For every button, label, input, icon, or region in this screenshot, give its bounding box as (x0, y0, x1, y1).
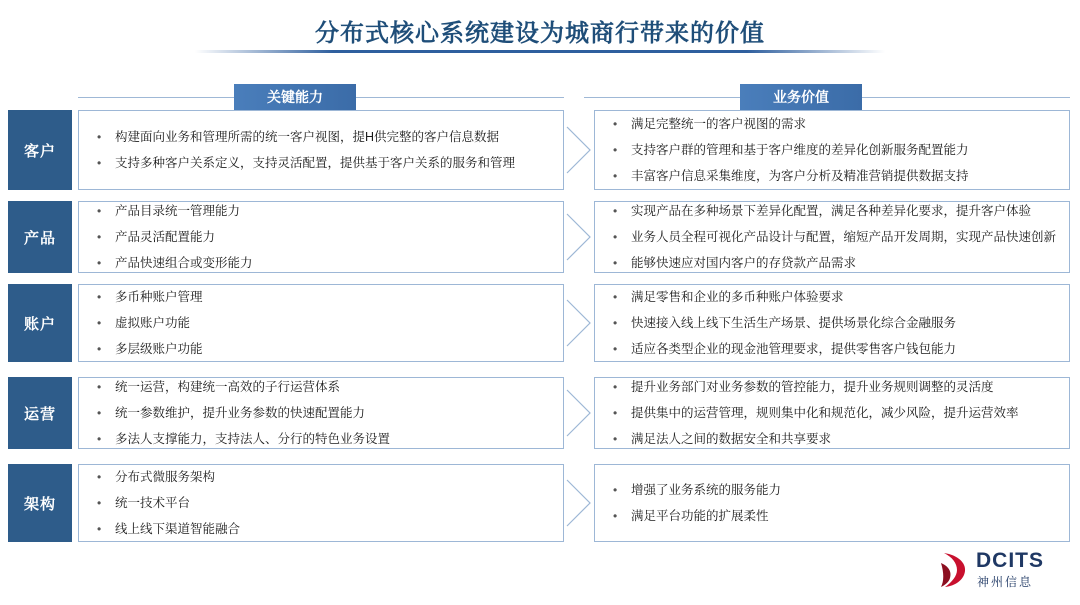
list-item: • 能够快速应对国内客户的存贷款产品需求 (595, 250, 1069, 276)
list-item: • 构建面向业务和管理所需的统一客户视图，提Н供完整的客户信息数据 (79, 124, 563, 150)
list-item: • 丰富客户信息采集维度，为客户分析及精准营销提供数据支持 (595, 163, 1069, 189)
row-left-panel (78, 110, 564, 190)
list-item: • 多层级账户功能 (79, 336, 563, 362)
list-item: • 分布式微服务架构 (79, 464, 563, 490)
logo-wordmark: DCITS (976, 549, 1044, 572)
logo-subtext: 神州信息 (977, 575, 1034, 589)
list-item: • 多币种账户管理 (79, 284, 563, 310)
bullet-list (79, 111, 563, 189)
list-item: • 增强了业务系统的服务能力 (595, 477, 1069, 503)
list-item: • 满足完整统一的客户视图的需求 (595, 111, 1069, 137)
list-item: • 线上线下渠道智能融合 (79, 516, 563, 542)
row-right-panel (594, 110, 1070, 190)
company-logo (938, 547, 1058, 593)
bullet-list (595, 202, 1069, 272)
list-item: • 满足法人之间的数据安全和共享要求 (595, 426, 1069, 452)
row-left-panel (78, 377, 564, 449)
bullet-list (79, 378, 563, 448)
column-header-business-value: 业务价值 (740, 84, 862, 110)
row-right-panel (594, 377, 1070, 449)
list-item: • 多法人支撑能力，支持法人、分行的特色业务设置 (79, 426, 563, 452)
list-item: • 快速接入线上线下生活生产场景、提供场景化综合金融服务 (595, 310, 1069, 336)
list-item: • 提供集中的运营管理，规则集中化和规范化，减少风险，提升运营效率 (595, 400, 1069, 426)
list-item: • 实现产品在多种场景下差异化配置，满足各种差异化要求，提升客户体验 (595, 198, 1069, 224)
list-item: • 统一技术平台 (79, 490, 563, 516)
row-label: 账户 (8, 284, 72, 362)
list-item: • 产品快速组合或变形能力 (79, 250, 563, 276)
row-label: 产品 (8, 201, 72, 273)
list-item: • 适应各类型企业的现金池管理要求，提供零售客户钱包能力 (595, 336, 1069, 362)
row-right-panel (594, 201, 1070, 273)
bullet-list (595, 111, 1069, 189)
slide-title-bar (0, 0, 1080, 56)
row-left-panel (78, 201, 564, 273)
row-right-panel (594, 284, 1070, 362)
arrow-icon (566, 389, 592, 437)
row-label: 架构 (8, 464, 72, 542)
bullet-list (595, 378, 1069, 448)
list-item: • 产品灵活配置能力 (79, 224, 563, 250)
list-item: • 满足零售和企业的多币种账户体验要求 (595, 284, 1069, 310)
list-item: • 支持客户群的管理和基于客户维度的差异化创新服务配置能力 (595, 137, 1069, 163)
bullet-list (595, 465, 1069, 541)
title-underline (195, 50, 885, 53)
list-item: • 虚拟账户功能 (79, 310, 563, 336)
list-item: • 支持多种客户关系定义，支持灵活配置，提供基于客户关系的服务和管理 (79, 150, 563, 176)
page-title: 分布式核心系统建设为城商行带来的价值 (315, 20, 765, 47)
dcits-mark-icon (938, 551, 972, 589)
row-right-panel (594, 464, 1070, 542)
arrow-icon (566, 479, 592, 527)
arrow-icon (566, 126, 592, 174)
bullet-list (79, 285, 563, 361)
row-label: 运营 (8, 377, 72, 449)
bullet-list (79, 465, 563, 541)
bullet-list (595, 285, 1069, 361)
list-item: • 统一运营，构建统一高效的子行运营体系 (79, 374, 563, 400)
list-item: • 统一参数维护，提升业务参数的快速配置能力 (79, 400, 563, 426)
arrow-icon (566, 299, 592, 347)
row-left-panel (78, 284, 564, 362)
column-header-capabilities: 关键能力 (234, 84, 356, 110)
row-label: 客户 (8, 110, 72, 190)
bullet-list (79, 202, 563, 272)
list-item: • 满足平台功能的扩展柔性 (595, 503, 1069, 529)
list-item: • 产品目录统一管理能力 (79, 198, 563, 224)
arrow-icon (566, 213, 592, 261)
row-left-panel (78, 464, 564, 542)
list-item: • 提升业务部门对业务参数的管控能力，提升业务规则调整的灵活度 (595, 374, 1069, 400)
list-item: • 业务人员全程可视化产品设计与配置，缩短产品开发周期，实现产品快速创新 (595, 224, 1069, 250)
